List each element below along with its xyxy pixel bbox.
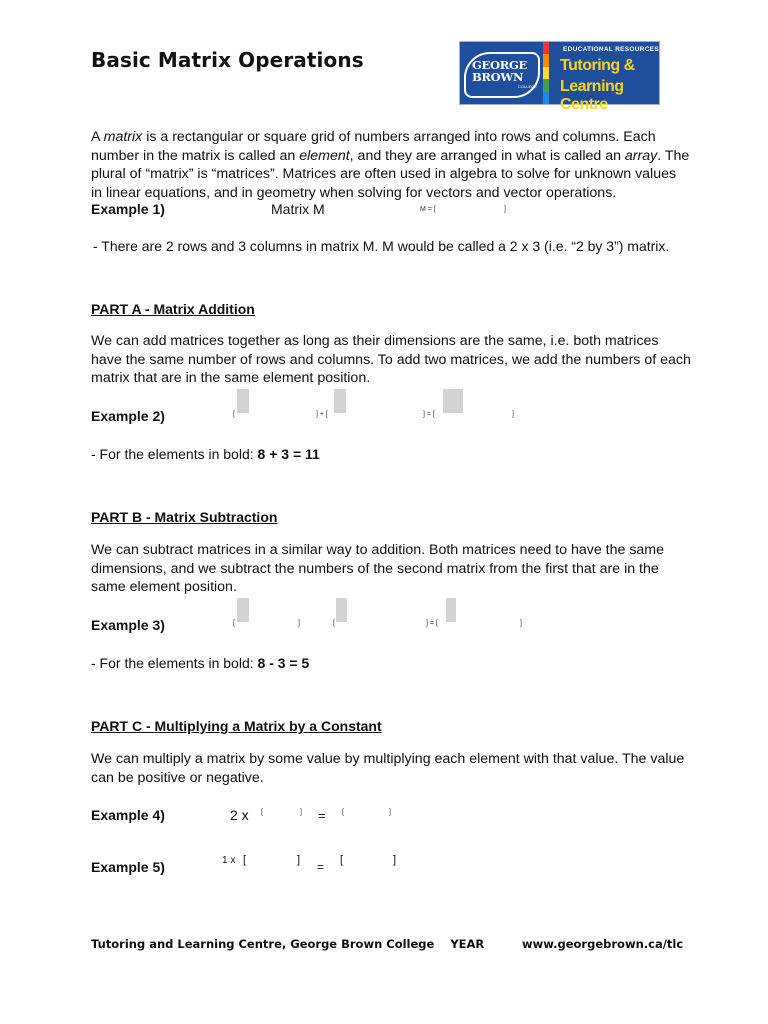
matrix-m-close: ] (504, 206, 506, 213)
ex3-close-bracket-1: ] (298, 620, 300, 627)
ex3-result-placeholder (446, 598, 456, 622)
ex3-open-bracket-2: [ (333, 620, 335, 627)
ex3-matrix-b-placeholder (336, 598, 347, 622)
ex5-constant: 1 x (222, 855, 236, 866)
ex4-close-bracket-1: ] (300, 809, 302, 816)
ex4-close-bracket-2: ] (389, 809, 391, 816)
ex2-open-bracket: [ (233, 411, 235, 418)
ex2-equals: ] = [ (423, 411, 435, 418)
logo-tutoring: Tutoring & (560, 57, 635, 74)
ex5-open-bracket-2: [ (340, 854, 344, 866)
part-c-heading: PART C - Multiplying a Matrix by a Constant (91, 718, 382, 734)
part-b-heading: PART B - Matrix Subtraction (91, 509, 278, 525)
matrix-m-label: Matrix M (271, 201, 325, 217)
term-array: array (624, 147, 658, 164)
part-a-bold-value: 8 + 3 = 11 (257, 446, 320, 462)
footer-url: www.georgebrown.ca/tlc (522, 937, 684, 951)
ex2-matrix-a-placeholder (237, 389, 249, 413)
ex5-close-bracket-1: ] (297, 854, 301, 866)
example-2-label: Example 2) (91, 408, 165, 424)
ex3-matrix-a-placeholder (237, 598, 249, 622)
intro-paragraph: A matrix is a rectangular or square grid of numbers arranged into rows and columns. Each number in the matrix is called an element, and they are arranged in what is called an array. The plural of “matrix” is “matrices”. Matrices are often used in algebra to solve for unknown values in linear equations, and in geometry when solving for vectors and vector operations. (91, 129, 690, 201)
ex4-open-bracket-2: [ (342, 809, 344, 816)
part-a-heading: PART A - Matrix Addition (91, 301, 255, 317)
logo-line-college: COLLEGE (518, 84, 537, 89)
part-c-paragraph: We can multiply a matrix by some value by multiplying each element with that value. The value can be positive or negative. (91, 751, 685, 786)
ex5-open-bracket-1: [ (243, 854, 247, 866)
logo-color-stripes (543, 42, 549, 104)
page-title: Basic Matrix Operations (91, 48, 364, 72)
term-matrix: matrix (103, 129, 143, 145)
ex4-open-bracket-1: [ (261, 809, 263, 816)
part-b-bold-value: 8 - 3 = 5 (257, 655, 310, 671)
george-brown-tlc-logo (459, 41, 660, 113)
footer-left: Tutoring and Learning Centre, George Brown College YEAR (91, 937, 485, 951)
logo-line-george: GEORGE (472, 58, 527, 72)
ex4-constant: 2 x (230, 807, 249, 823)
logo-learning-centre: Learning Centre (560, 78, 624, 113)
example-5-label: Example 5) (91, 859, 165, 875)
term-element: element (299, 147, 350, 164)
part-b-paragraph: We can subtract matrices in a similar way to addition. Both matrices need to have the same dimensions, and we subtract the numbers of the second matrix from the first that are in the same element position. (91, 542, 665, 596)
ex2-matrix-b-placeholder (334, 389, 346, 413)
example-1-label: Example 1) (91, 201, 165, 217)
ex2-plus: ] + [ (316, 411, 328, 418)
example-3-label: Example 3) (91, 617, 165, 633)
ex2-result-placeholder (443, 389, 463, 413)
ex2-close-bracket: ] (512, 411, 514, 418)
ex5-close-bracket-2: ] (393, 854, 397, 866)
ex3-open-bracket-1: [ (233, 620, 235, 627)
dimensions-note: - There are 2 rows and 3 columns in matrix M. M would be called a 2 x 3 (i.e. “2 by 3”) matrix. (93, 238, 670, 254)
ex3-equals: ] = [ (426, 620, 438, 627)
logo-line-brown: BROWN (472, 70, 524, 84)
part-a-bold-note: - For the elements in bold: 8 + 3 = 11 (91, 446, 320, 462)
part-a-paragraph: We can add matrices together as long as their dimensions are the same, i.e. both matrices have the same number of rows and columns. To add two matrices, we add the numbers of each matrix that are in the same element position. (91, 333, 691, 387)
example-4-label: Example 4) (91, 807, 165, 823)
logo-educational-resources: EDUCATIONAL RESOURCES (563, 46, 659, 53)
part-b-bold-note: - For the elements in bold: 8 - 3 = 5 (91, 655, 310, 671)
ex3-close-bracket: ] (520, 620, 522, 627)
ex4-equals: = (318, 808, 326, 823)
ex5-equals: = (317, 860, 325, 874)
matrix-m-open: M = [ (420, 206, 436, 213)
